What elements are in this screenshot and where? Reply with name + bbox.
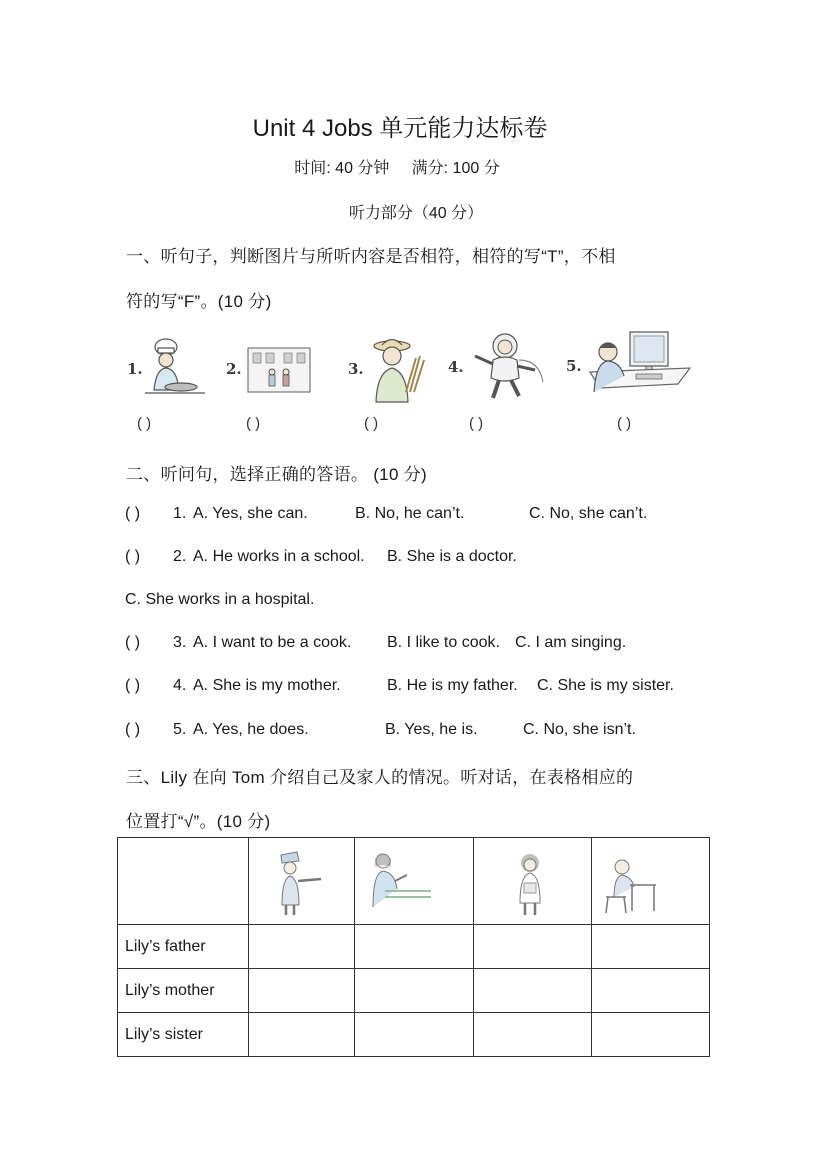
answer-cell[interactable]: [474, 925, 592, 969]
table-row: [118, 969, 710, 1013]
option-c: C. She is my sister.: [537, 677, 674, 694]
option-a: A. I want to be a cook.: [193, 634, 352, 651]
answer-cell[interactable]: [249, 925, 355, 969]
table-row: [118, 1013, 710, 1057]
table-header-cell: [355, 838, 474, 925]
police-officer-icon: [249, 841, 354, 921]
answer-blank-5[interactable]: ( ): [617, 415, 632, 432]
answer-blank-1[interactable]: ( ): [137, 415, 152, 432]
option-a: A. He works in a school.: [193, 548, 365, 565]
computer-worker-icon: [586, 330, 696, 400]
exam-full-score: 满分: 100 分: [411, 160, 500, 177]
answer-cell[interactable]: [592, 969, 710, 1013]
answer-cell[interactable]: [592, 1013, 710, 1057]
answer-cell[interactable]: [249, 969, 355, 1013]
table-header-cell: [249, 838, 355, 925]
answer-paren[interactable]: ( ): [125, 677, 141, 694]
page-title: Unit 4 Jobs 单元能力达标卷: [252, 115, 548, 142]
table-corner-cell: [118, 838, 249, 925]
row-label: Lily’s mother: [118, 969, 249, 1013]
teacher-icon: [355, 841, 473, 921]
answer-cell[interactable]: [474, 969, 592, 1013]
part3-instruction-line1: 三、Lily 在向 Tom 介绍自己及家人的情况。听对话，在表格相应的: [126, 768, 634, 787]
row-label: Lily’s sister: [118, 1013, 249, 1057]
question-number: 2.: [173, 548, 187, 565]
answer-cell[interactable]: [355, 969, 474, 1013]
option-b: B. I like to cook.: [387, 634, 500, 651]
answer-blank-4[interactable]: ( ): [469, 415, 484, 432]
option-c: C. I am singing.: [515, 634, 627, 651]
answer-cell[interactable]: [355, 1013, 474, 1057]
option-c-wrapped: C. She works in a hospital.: [125, 591, 315, 608]
row-label: Lily’s father: [118, 925, 249, 969]
exam-time: 时间: 40 分钟: [294, 160, 390, 177]
option-b: B. He is my father.: [387, 677, 518, 694]
picture-number: 1.: [127, 360, 143, 378]
answer-paren[interactable]: ( ): [125, 634, 141, 651]
exam-meta: [0, 155, 794, 178]
answer-cell[interactable]: [249, 1013, 355, 1057]
question-number: 1.: [173, 505, 187, 522]
option-b: B. Yes, he is.: [385, 721, 478, 738]
answer-cell[interactable]: [474, 1013, 592, 1057]
answer-cell[interactable]: [355, 925, 474, 969]
option-c: C. No, she isn’t.: [523, 721, 636, 738]
part1-instruction-line2: 符的写“F”。(10 分): [126, 292, 272, 311]
question-number: 4.: [173, 677, 187, 694]
picture-number: 3.: [348, 360, 364, 378]
picture-number: 4.: [448, 358, 464, 376]
farmer-icon: [362, 332, 434, 408]
option-b: B. She is a doctor.: [387, 548, 517, 565]
doctor-icon: [474, 841, 591, 921]
part3-instruction-line2: 位置打“√”。(10 分): [126, 812, 271, 831]
question-number: 3.: [173, 634, 187, 651]
answer-paren[interactable]: ( ): [125, 505, 141, 522]
part1-instruction-line1: 一、听句子，判断图片与所听内容是否相符，相符的写“T”，不相: [126, 247, 616, 266]
option-c: C. No, she can’t.: [529, 505, 648, 522]
table-header-cell: [592, 838, 710, 925]
table-header-row: [118, 838, 710, 925]
cook-icon: [139, 335, 209, 405]
part2-instruction: 二、听问句，选择正确的答语。 (10 分): [126, 465, 427, 484]
table-row: [118, 925, 710, 969]
school-building-icon: [244, 340, 314, 400]
option-a: A. She is my mother.: [193, 677, 341, 694]
student-icon: [592, 841, 709, 921]
question-number: 5.: [173, 721, 187, 738]
answer-table: [117, 837, 710, 1057]
table-header-cell: [474, 838, 592, 925]
option-b: B. No, he can’t.: [355, 505, 465, 522]
option-a: A. Yes, she can.: [193, 505, 308, 522]
answer-paren[interactable]: ( ): [125, 548, 141, 565]
answer-blank-3[interactable]: ( ): [364, 415, 379, 432]
listening-section-label: 听力部分（40 分）: [348, 205, 484, 222]
answer-blank-2[interactable]: ( ): [246, 415, 261, 432]
picture-number: 5.: [566, 357, 582, 375]
answer-paren[interactable]: ( ): [125, 721, 141, 738]
astronaut-icon: [463, 330, 547, 404]
picture-number: 2.: [226, 360, 242, 378]
answer-cell[interactable]: [592, 925, 710, 969]
option-a: A. Yes, he does.: [193, 721, 309, 738]
